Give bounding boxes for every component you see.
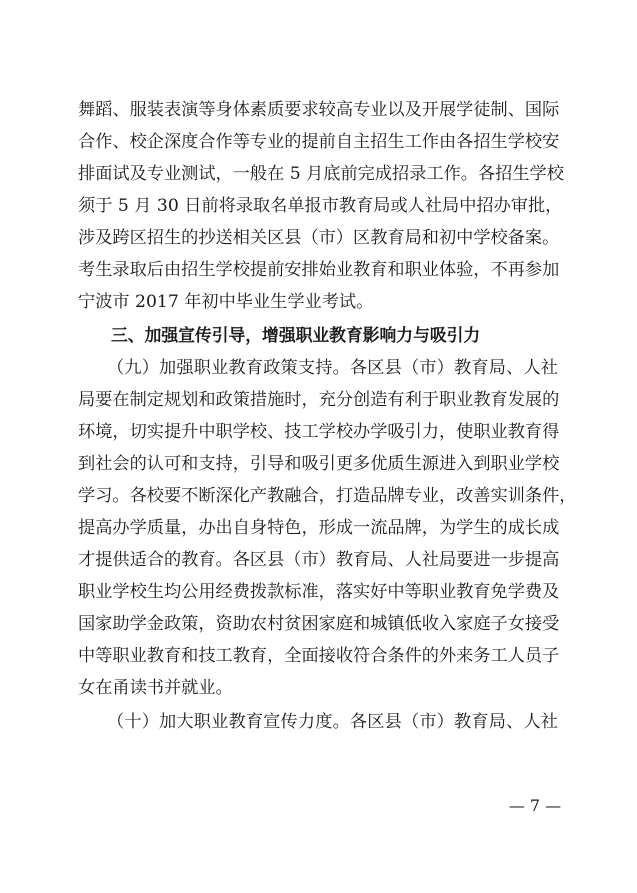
paragraph-line: 学习。各校要不断深化产教融合，打造品牌专业，改善实训条件， [78,486,577,506]
paragraph-line: 职业学校生均公用经费拨款标准，落实好中等职业教育免学费及 [78,582,560,602]
paragraph-line: 环境，切实提升中职学校、技工学校办学吸引力，使职业教育得 [78,422,560,442]
paragraph-line: 宁波市 2017 年初中毕业生学业考试。 [78,292,374,312]
page-number: — 7 — [508,796,562,815]
paragraph-line: 国家助学金政策，资助农村贫困家庭和城镇低收入家庭子女接受 [78,614,560,634]
section-heading: 三、加强宣传引导，增强职业教育影响力与吸引力 [111,325,481,345]
paragraph-line: 提高办学质量，办出自身特色，形成一流品牌，为学生的成长成 [78,518,560,538]
paragraph-line: 局要在制定规划和政策措施时，充分创造有利于职业教育发展的 [78,390,560,410]
paragraph-line: 女在甬读书并就业。 [78,678,233,698]
paragraph-line: （九）加强职业教育政策支持。各区县（市）教育局、人社 [107,358,558,378]
paragraph-line: 考生录取后由招生学校提前安排始业教育和职业体验，不再参加 [78,260,560,280]
paragraph-line: 排面试及专业测试，一般在 5 月底前完成招录工作。各招生学校 [78,164,564,184]
paragraph-line: 到社会的认可和支持，引导和吸引更多优质生源进入到职业学校 [78,454,560,474]
paragraph-line: 舞蹈、服装表演等身体素质要求较高专业以及开展学徒制、国际 [78,100,560,120]
paragraph-line: 合作、校企深度合作等专业的提前自主招生工作由各招生学校安 [78,132,560,152]
paragraph-line: （十）加大职业教育宣传力度。各区县（市）教育局、人社 [107,712,558,732]
paragraph-line: 须于 5 月 30 日前将录取名单报市教育局或人社局中招办审批， [78,196,563,216]
paragraph-line: 涉及跨区招生的抄送相关区县（市）区教育局和初中学校备案。 [78,228,560,248]
paragraph-line: 中等职业教育和技工教育，全面接收符合条件的外来务工人员子 [78,646,560,666]
paragraph-line: 才提供适合的教育。各区县（市）教育局、人社局要进一步提高 [78,550,560,570]
